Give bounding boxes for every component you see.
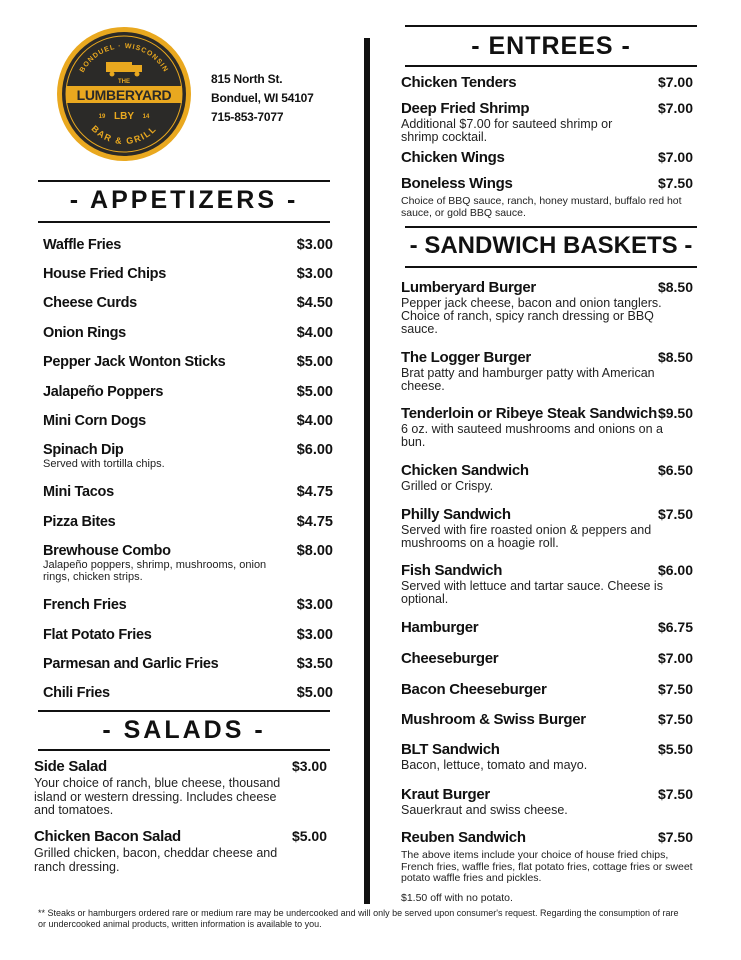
item-description: Sauerkraut and swiss cheese. (401, 803, 568, 817)
sandwiches-heading: - SANDWICH BASKETS - (409, 232, 693, 259)
item-description: Your choice of ranch, blue cheese, thousand island or western dressing. Includes cheese and tomatoes. (34, 776, 281, 817)
item-name: Reuben Sandwich (401, 829, 526, 846)
menu-item (401, 279, 693, 339)
item-name: Mini Corn Dogs (43, 413, 146, 429)
item-description: Grilled chicken, bacon, cheddar cheese and ranch dressing. (34, 846, 278, 874)
item-name: Philly Sandwich (401, 506, 511, 523)
logo-bottom-arc: BAR & GRILL (89, 123, 159, 147)
item-price: $8.50 (657, 349, 693, 365)
item-price: $7.00 (657, 149, 693, 165)
item-price: $3.00 (296, 627, 333, 643)
menu-item (43, 354, 333, 374)
appetizers-rule-bottom (38, 221, 330, 223)
logo-top-arc: BONDUEL · WISCONSIN (78, 42, 170, 74)
menu-item (401, 711, 693, 731)
menu-item (43, 295, 333, 315)
menu-item (43, 413, 333, 433)
menu-item (401, 100, 693, 144)
item-name: Chicken Tenders (401, 74, 517, 91)
item-price: $5.00 (296, 685, 333, 701)
entrees-heading: - ENTREES - (471, 32, 631, 60)
entrees-rule-top (405, 25, 697, 27)
item-name: Chili Fries (43, 685, 110, 701)
address-line-2: Bonduel, WI 54107 (211, 91, 314, 105)
item-name: Cheeseburger (401, 650, 499, 667)
item-description: Served with lettuce and tartar sauce. Cheese is optional. (401, 579, 663, 606)
menu-item (43, 656, 333, 676)
menu-item (43, 543, 333, 591)
phone-number: 715-853-7077 (211, 110, 284, 124)
menu-item (401, 506, 693, 552)
menu-item (401, 175, 693, 221)
item-description: Served with tortilla chips. (43, 458, 165, 470)
menu-item (401, 786, 693, 820)
item-name: Mushroom & Swiss Burger (401, 711, 586, 728)
sandwiches-rule-bottom (405, 266, 697, 268)
menu-item (401, 741, 693, 775)
menu-item (401, 650, 693, 670)
menu-item (43, 237, 333, 257)
item-price: $7.00 (657, 74, 693, 90)
restaurant-address (211, 70, 314, 127)
item-price: $7.50 (657, 175, 693, 191)
item-name: Spinach Dip (43, 442, 124, 458)
item-description: Jalapeño poppers, shrimp, mushrooms, onion rings, chicken strips. (43, 559, 267, 583)
item-name: Jalapeño Poppers (43, 384, 164, 400)
menu-item (43, 384, 333, 404)
item-price: $6.00 (657, 562, 693, 578)
appetizers-rule-top (38, 180, 330, 182)
item-price: $8.00 (296, 543, 333, 559)
menu-item (401, 462, 693, 496)
item-price: $7.00 (657, 100, 693, 116)
item-price: $3.50 (296, 656, 333, 672)
appetizers-heading: - APPETIZERS - (69, 186, 299, 214)
menu-item (43, 597, 333, 617)
item-description: Additional $7.00 for sauteed shrimp or shrimp cocktail. (401, 117, 613, 144)
item-price: $5.50 (657, 741, 693, 757)
item-price: $6.75 (657, 619, 693, 635)
footer-disclaimer: ** Steaks or hamburgers ordered rare or medium rare may be undercooked and will only be served upon consumer's request. Regarding the consumption of rare or undercooked animal products, written information is available to you. (38, 908, 679, 929)
item-price: $7.50 (657, 711, 693, 727)
item-price: $9.50 (657, 405, 693, 421)
item-description: Choice of BBQ sauce, ranch, honey mustard, buffalo red hot sauce, or gold BBQ sauce. (401, 195, 682, 219)
item-price: $3.00 (296, 597, 333, 613)
item-name: Cheese Curds (43, 295, 137, 311)
entrees-rule-bottom (405, 65, 697, 67)
salads-heading: - SALADS - (102, 716, 266, 744)
item-name: Chicken Bacon Salad (34, 828, 181, 845)
item-description: Bacon, lettuce, tomato and mayo. (401, 758, 588, 772)
salads-rule-bottom (38, 749, 330, 751)
item-price: $5.00 (296, 354, 333, 370)
item-price: $7.50 (657, 786, 693, 802)
logo-monogram: LBY (114, 111, 134, 122)
item-name: Hamburger (401, 619, 479, 636)
no-potato-note: $1.50 off with no potato. (401, 892, 513, 904)
item-name: Parmesan and Garlic Fries (43, 656, 219, 672)
item-name: French Fries (43, 597, 127, 613)
item-price: $7.50 (657, 506, 693, 522)
menu-item (43, 325, 333, 345)
item-price: $7.50 (657, 681, 693, 697)
menu-item (43, 514, 333, 534)
menu-item (401, 829, 693, 849)
sides-note: The above items include your choice of house fried chips, French fries, waffle fries, flat potato fries, cottage fries or sweet potato waffle fries and pickles. (401, 849, 693, 884)
menu-item (401, 149, 693, 169)
item-price: $7.50 (657, 829, 693, 845)
item-name: The Logger Burger (401, 349, 531, 366)
item-name: Pizza Bites (43, 514, 116, 530)
item-price: $4.75 (296, 514, 333, 530)
item-name: Mini Tacos (43, 484, 114, 500)
salads-rule-top (38, 710, 330, 712)
lumberyard-logo (56, 26, 192, 162)
logo-name: LUMBERYARD (76, 87, 172, 103)
item-name: Waffle Fries (43, 237, 122, 253)
logo-year-right: 14 (142, 114, 150, 120)
item-name: Deep Fried Shrimp (401, 100, 530, 117)
item-name: BLT Sandwich (401, 741, 500, 758)
sandwiches-rule-top (405, 226, 697, 228)
item-name: Fish Sandwich (401, 562, 503, 579)
item-description: Brat patty and hamburger patty with American cheese. (401, 366, 655, 393)
menu-item (34, 828, 327, 876)
column-divider (364, 38, 370, 904)
menu-item (43, 442, 333, 476)
item-name: Tenderloin or Ribeye Steak Sandwich (401, 405, 657, 422)
item-name: Kraut Burger (401, 786, 490, 803)
menu-item (43, 484, 333, 504)
item-description: 6 oz. with sauteed mushrooms and onions on a bun. (401, 422, 663, 449)
item-price: $3.00 (296, 266, 333, 282)
item-description: Pepper jack cheese, bacon and onion tanglers. Choice of ranch, spicy ranch dressing or BBQ sauce. (401, 296, 662, 336)
item-name: Onion Rings (43, 325, 126, 341)
address-line-1: 815 North St. (211, 72, 283, 86)
item-name: Bacon Cheeseburger (401, 681, 547, 698)
menu-item (43, 685, 333, 705)
item-price: $5.00 (291, 828, 327, 844)
item-price: $4.00 (296, 325, 333, 341)
item-name: Flat Potato Fries (43, 627, 152, 643)
item-price: $7.00 (657, 650, 693, 666)
menu-item (401, 349, 693, 395)
item-price: $6.00 (296, 442, 333, 458)
item-name: Chicken Sandwich (401, 462, 529, 479)
logo-the: THE (118, 79, 130, 85)
menu-item (43, 266, 333, 286)
item-price: $3.00 (296, 237, 333, 253)
item-price: $5.00 (296, 384, 333, 400)
item-price: $3.00 (291, 758, 327, 774)
item-price: $4.75 (296, 484, 333, 500)
item-price: $4.00 (296, 413, 333, 429)
menu-item (34, 758, 327, 820)
item-description: Served with fire roasted onion & peppers and mushrooms on a hoagie roll. (401, 523, 652, 550)
menu-item (401, 405, 693, 451)
menu-item (43, 627, 333, 647)
item-name: Pepper Jack Wonton Sticks (43, 354, 226, 370)
item-description: Grilled or Crispy. (401, 479, 494, 493)
item-price: $8.50 (657, 279, 693, 295)
logo-year-left: 19 (98, 114, 106, 120)
menu-item (401, 681, 693, 701)
item-name: Brewhouse Combo (43, 543, 171, 559)
item-price: $6.50 (657, 462, 693, 478)
menu-item (401, 619, 693, 639)
item-name: Side Salad (34, 758, 107, 775)
menu-item (401, 74, 693, 94)
item-name: Chicken Wings (401, 149, 505, 166)
menu-item (401, 562, 693, 608)
item-name: Lumberyard Burger (401, 279, 536, 296)
item-price: $4.50 (296, 295, 333, 311)
item-name: House Fried Chips (43, 266, 167, 282)
item-name: Boneless Wings (401, 175, 513, 192)
